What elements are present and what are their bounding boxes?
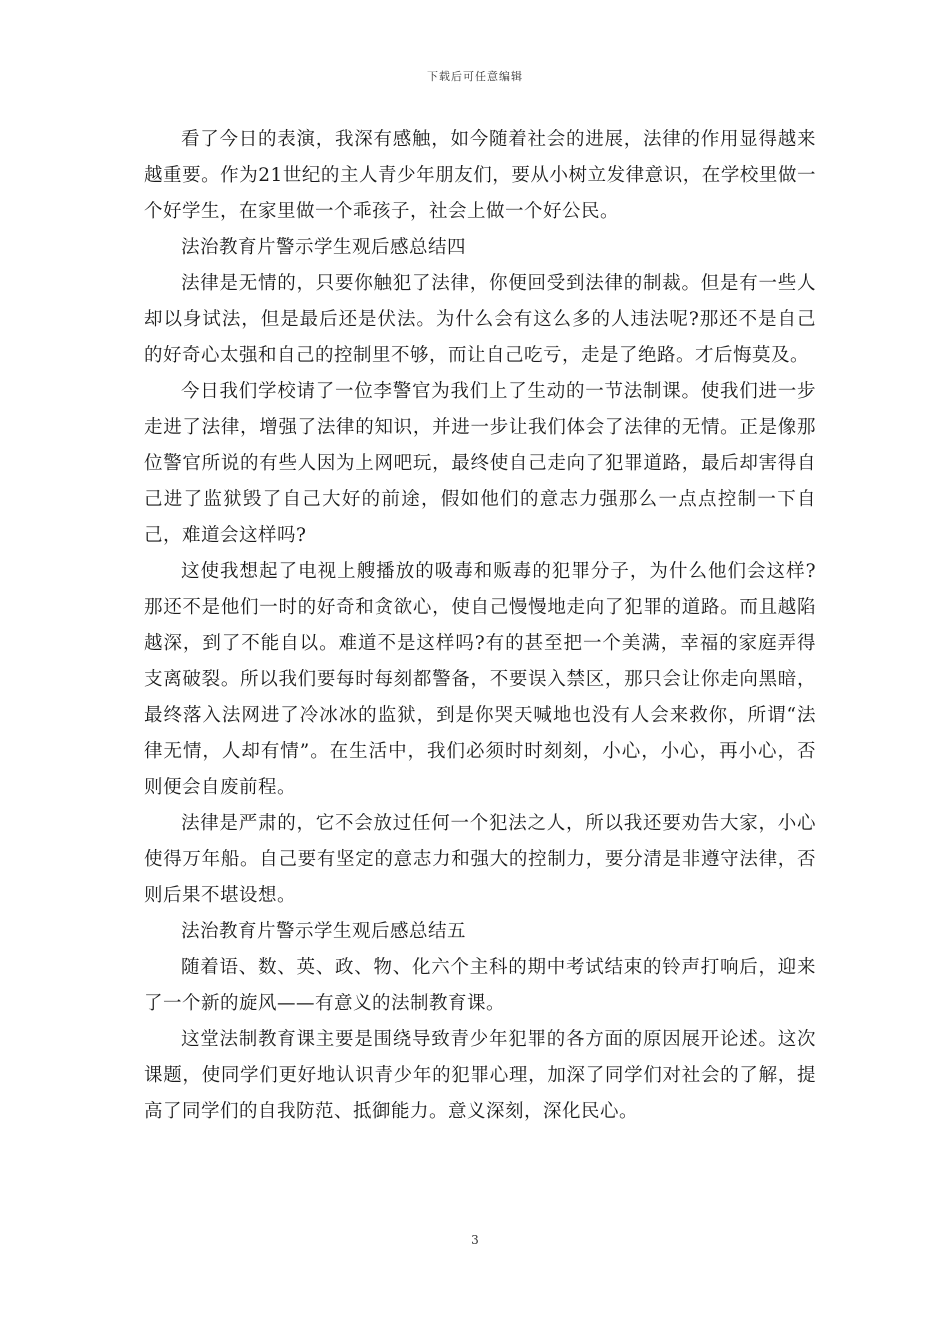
paragraph: 这堂法制教育课主要是围绕导致青少年犯罪的各方面的原因展开论述。这次课题，使同学们更好地认识青少年的犯罪心理，加深了同学们对社会的了解，提高了同学们的自我防范、抵御能力。意义深刻，深化民心。 [144, 1029, 816, 1122]
paragraph: 随着语、数、英、政、物、化六个主科的期中考试结束的铃声打响后，迎来了一个新的旋风——有意义的法制教育课。 [144, 957, 816, 1014]
section-heading-five: 法治教育片警示学生观后感总结五 [181, 921, 467, 942]
section-heading-four: 法治教育片警示学生观后感总结四 [181, 237, 467, 258]
paragraph: 法律是无情的，只要你触犯了法律，你便回受到法律的制裁。但是有一些人却以身试法，但是最后还是伏法。为什么会有这么多的人违法呢?那还不是自己的好奇心太强和自己的控制里不够，而让自己吃亏，走是了绝路。才后悔莫及。 [144, 273, 816, 366]
paragraph: 今日我们学校请了一位李警官为我们上了生动的一节法制课。使我们进一步走进了法律，增强了法律的知识，并进一步让我们体会了法律的无情。正是像那位警官所说的有些人因为上网吧玩，最终使自己走向了犯罪道路，最后却害得自己进了监狱毁了自己大好的前途，假如他们的意志力强那么一点点控制一下自己，难道会这样吗? [144, 381, 816, 546]
paragraph: 这使我想起了电视上艘播放的吸毒和贩毒的犯罪分子，为什么他们会这样?那还不是他们一时的好奇和贪欲心，使自己慢慢地走向了犯罪的道路。而且越陷越深，到了不能自以。难道不是这样吗?有的甚至把一个美满，幸福的家庭弄得支离破裂。所以我们要每时每刻都警备，不要误入禁区，那只会让你走向黑暗，最终落入法网进了冷冰冰的监狱，到是你哭天喊地也没有人会来救你，所谓“法律无情，人却有情”。在生活中，我们必须时时刻刻，小心，小心，再小心，否则便会自废前程。 [144, 561, 816, 798]
paragraph: 法律是严肃的，它不会放过任何一个犯法之人，所以我还要劝告大家，小心使得万年船。自己要有坚定的意志力和强大的控制力，要分清是非遵守法律，否则后果不堪设想。 [144, 813, 816, 906]
page-number: 3 [471, 1233, 479, 1247]
document-body [144, 122, 816, 1130]
paragraph-conclusion: 看了今日的表演，我深有感触，如今随着社会的进展，法律的作用显得越来越重要。作为21世纪的主人青少年朋友们，要从小树立发律意识，在学校里做一个好学生，在家里做一个乖孩子，社会上做一个好公民。 [144, 129, 816, 222]
page-header: 下载后可任意编辑 [427, 70, 523, 83]
